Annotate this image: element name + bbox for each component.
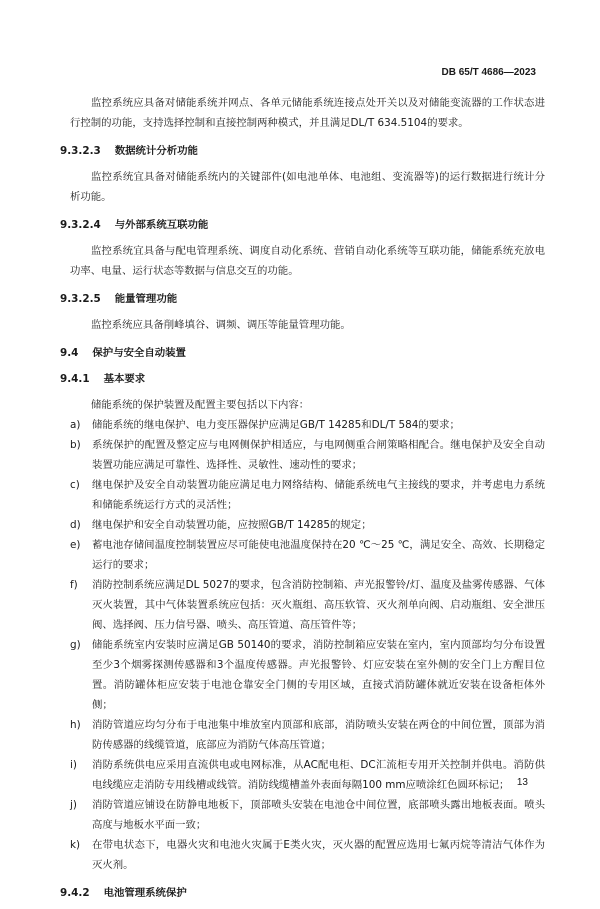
section-number: 9.3.2.3 [60,145,101,157]
list-item [70,515,545,535]
paragraph: 储能系统的保护装置及配置主要包括以下内容： [91,399,310,411]
list-item-text: 消防系统供电应采用直流供电或电网标准，从AC配电柜、DC汇流柜专用开关控制并供电。消防供电线缆应走消防专用线槽或线管。消防线缆槽盖外表面每隔100 mm应喷涂红色圆环标记； [92,759,545,791]
paragraph: 监控系统宜具备与配电管理系统、调度自动化系统、营销自动化系统等互联功能，储能系统充放电功率、电量、运行状态等数据与信息交互的功能。 [70,245,545,277]
list-item [70,795,545,835]
list-item-text: 蓄电池存储间温度控制装置应尽可能使电池温度保持在20 ℃～25 ℃，满足安全、高效、长期稳定运行的要求； [92,539,545,571]
list-marker: d) [70,519,81,531]
list-item [70,575,545,635]
section-heading [60,343,545,363]
list-marker: h) [70,719,81,731]
list-item [70,435,545,475]
list-item [70,475,545,515]
list-item-text: 在带电状态下，电器火灾和电池火灾属于E类火灾，灭火器的配置应选用七氟丙烷等清洁气体作为灭火剂。 [92,839,545,871]
list-item [70,535,545,575]
list-marker: j) [70,799,77,811]
paragraph: 监控系统应具备削峰填谷、调频、调压等能量管理功能。 [91,319,351,331]
list-item-text: 继电保护和安全自动装置功能，应按照GB/T 14285的规定； [92,519,372,531]
list-item [70,635,545,715]
list-marker: i) [70,759,77,771]
list-marker: g) [70,639,81,651]
section-number: 9.4.2 [60,887,90,899]
list-item-text: 消防管道应均匀分布于电池集中堆放室内顶部和底部，消防喷头安装在两仓的中间位置，顶部为消防传感器的线缆管道，底部应为消防气体高压管道； [92,719,545,751]
list-marker: k) [70,839,81,851]
section-title: 基本要求 [103,373,146,385]
document-body [60,93,545,909]
section-title: 数据统计分析功能 [114,145,198,157]
section-number: 9.4 [60,347,79,359]
section-heading [60,883,545,903]
list-marker: e) [70,539,81,551]
list-item-text: 储能系统室内安装时应满足GB 50140的要求，消防控制箱应安装在室内，室内顶部均匀分布设置至少3个烟雾探测传感器和3个温度传感器。声光报警铃、灯应安装在室外侧的安全门上方醒目位置。消防罐体柜应安装于电池仓靠安全门侧的专用区域，直接式消防罐体就近安装在设备柜体外侧； [92,639,545,711]
list-marker: a) [70,419,81,431]
list-item [70,755,545,795]
list-item-text: 消防控制系统应满足DL 5027的要求，包含消防控制箱、声光报警铃/灯、温度及盐雾传感器、气体灭火装置，其中气体装置系统应包括：灭火瓶组、高压软管、灭火剂单向阀、启动瓶组、安全泄压阀、选择阀、压力信号器、喷头、高压管道、高压管件等； [92,579,545,631]
page-number: 13 [516,777,528,788]
list-item-text: 系统保护的配置及整定应与电网侧保护相适应，与电网侧重合闸策略相配合。继电保护及安全自动装置功能应满足可靠性、选择性、灵敏性、速动性的要求； [92,439,545,471]
list-item-text: 继电保护及安全自动装置功能应满足电力网络结构、储能系统电气主接线的要求，并考虑电力系统和储能系统运行方式的灵活性； [92,479,545,511]
section-number: 9.3.2.5 [60,293,101,305]
paragraph: 监控系统应具备对储能系统并网点、各单元储能系统连接点处开关以及对储能变流器的工作状态进行控制的功能，支持选择控制和直接控制两种模式，并且满足DL/T 634.5104的要求。 [70,97,545,129]
paragraph: 监控系统宜具备对储能系统内的关键部件(如电池单体、电池组、变流器等)的运行数据进行统计分析功能。 [70,171,545,203]
list-marker: c) [70,479,80,491]
document-code: DB 65/T 4686—2023 [441,67,536,78]
list-item [70,415,545,435]
list-marker: f) [70,579,78,591]
section-number: 9.4.1 [60,373,90,385]
section-title: 保护与安全自动装置 [92,347,186,359]
section-title: 与外部系统互联功能 [114,219,209,231]
section-heading [60,369,545,389]
section-title: 能量管理功能 [114,293,178,305]
list-item-text: 消防管道应铺设在防静电地板下，顶部喷头安装在电池仓中间位置，底部喷头露出地板表面。喷头高度与地板水平面一致； [92,799,545,831]
section-heading [60,141,545,161]
section-title: 电池管理系统保护 [103,887,187,899]
list-item [70,835,545,875]
list-marker: b) [70,439,81,451]
section-heading [60,215,545,235]
list-item-text: 储能系统的继电保护、电力变压器保护应满足GB/T 14285和DL/T 584的要求； [92,419,460,431]
section-heading [60,289,545,309]
section-number: 9.3.2.4 [60,219,101,231]
requirements-list [70,415,545,875]
list-item [70,715,545,755]
